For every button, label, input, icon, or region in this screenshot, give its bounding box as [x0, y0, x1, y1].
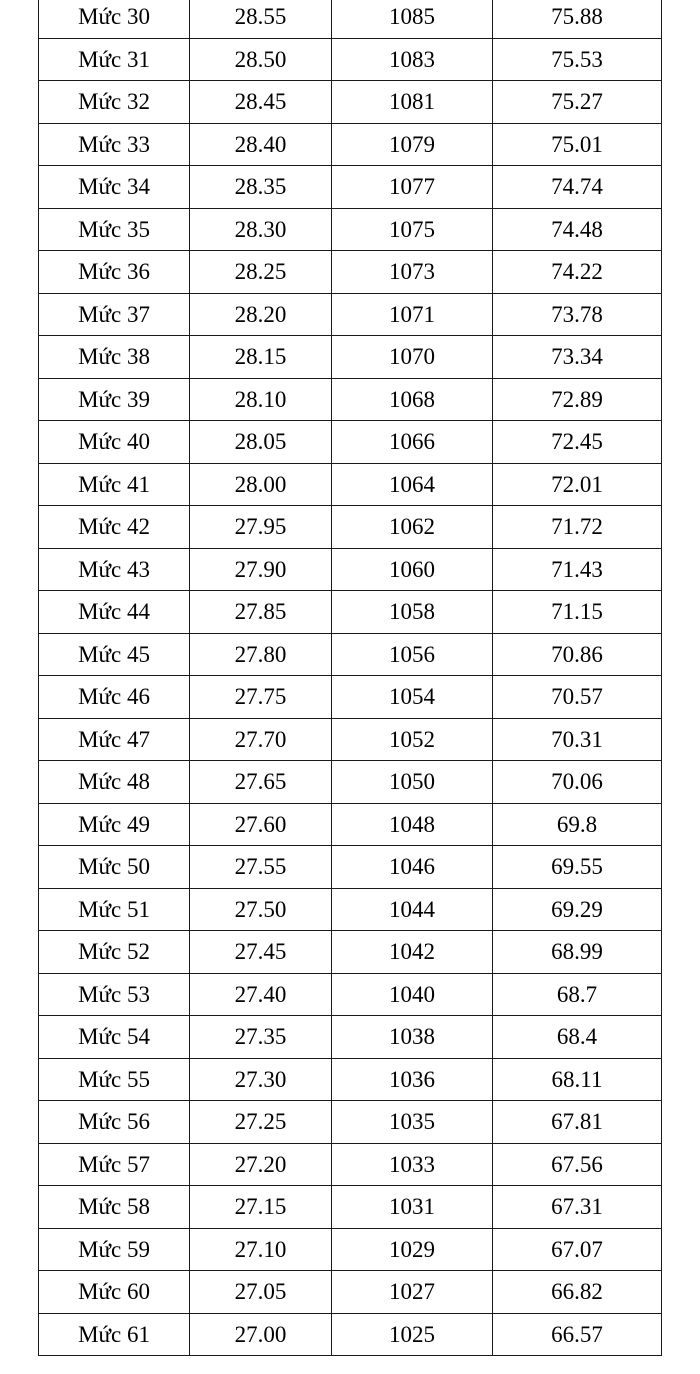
table-row	[39, 38, 662, 81]
value-c-cell: 75.53	[493, 38, 662, 81]
value-a-cell: 28.35	[190, 166, 332, 209]
value-b-cell: 1079	[332, 123, 493, 166]
value-b-cell: 1081	[332, 81, 493, 124]
value-c-cell: 74.22	[493, 251, 662, 294]
value-b-cell: 1029	[332, 1228, 493, 1271]
value-b-cell: 1070	[332, 336, 493, 379]
table-body	[39, 0, 662, 1356]
value-c-cell: 70.86	[493, 633, 662, 676]
table-row	[39, 421, 662, 464]
level-cell: Mức 42	[39, 506, 190, 549]
level-cell: Mức 50	[39, 846, 190, 889]
table-row	[39, 1228, 662, 1271]
level-cell: Mức 41	[39, 463, 190, 506]
value-b-cell: 1050	[332, 761, 493, 804]
value-c-cell: 69.29	[493, 888, 662, 931]
value-c-cell: 71.15	[493, 591, 662, 634]
value-c-cell: 72.01	[493, 463, 662, 506]
table-row	[39, 888, 662, 931]
value-a-cell: 28.50	[190, 38, 332, 81]
value-a-cell: 27.55	[190, 846, 332, 889]
value-a-cell: 28.00	[190, 463, 332, 506]
table-row	[39, 548, 662, 591]
value-c-cell: 71.72	[493, 506, 662, 549]
level-cell: Mức 57	[39, 1143, 190, 1186]
value-a-cell: 28.55	[190, 0, 332, 38]
table-row	[39, 1016, 662, 1059]
value-b-cell: 1031	[332, 1186, 493, 1229]
value-b-cell: 1048	[332, 803, 493, 846]
level-cell: Mức 43	[39, 548, 190, 591]
level-cell: Mức 60	[39, 1271, 190, 1314]
value-a-cell: 27.45	[190, 931, 332, 974]
value-a-cell: 28.40	[190, 123, 332, 166]
value-c-cell: 67.56	[493, 1143, 662, 1186]
value-b-cell: 1025	[332, 1313, 493, 1356]
value-c-cell: 67.07	[493, 1228, 662, 1271]
value-a-cell: 27.50	[190, 888, 332, 931]
value-c-cell: 70.06	[493, 761, 662, 804]
table-row	[39, 1058, 662, 1101]
value-a-cell: 27.00	[190, 1313, 332, 1356]
table-row	[39, 973, 662, 1016]
level-cell: Mức 44	[39, 591, 190, 634]
value-a-cell: 28.10	[190, 378, 332, 421]
table-row	[39, 761, 662, 804]
table-row	[39, 1271, 662, 1314]
value-c-cell: 66.57	[493, 1313, 662, 1356]
table-row	[39, 591, 662, 634]
table-row	[39, 506, 662, 549]
table-row	[39, 676, 662, 719]
table-row	[39, 378, 662, 421]
table-row	[39, 208, 662, 251]
value-b-cell: 1060	[332, 548, 493, 591]
level-cell: Mức 36	[39, 251, 190, 294]
value-a-cell: 27.35	[190, 1016, 332, 1059]
value-b-cell: 1042	[332, 931, 493, 974]
value-a-cell: 27.30	[190, 1058, 332, 1101]
value-c-cell: 68.99	[493, 931, 662, 974]
value-a-cell: 27.10	[190, 1228, 332, 1271]
value-b-cell: 1085	[332, 0, 493, 38]
value-a-cell: 28.15	[190, 336, 332, 379]
value-b-cell: 1046	[332, 846, 493, 889]
level-cell: Mức 33	[39, 123, 190, 166]
value-b-cell: 1077	[332, 166, 493, 209]
value-c-cell: 68.7	[493, 973, 662, 1016]
table-row	[39, 633, 662, 676]
value-b-cell: 1075	[332, 208, 493, 251]
level-cell: Mức 55	[39, 1058, 190, 1101]
value-b-cell: 1083	[332, 38, 493, 81]
value-a-cell: 27.40	[190, 973, 332, 1016]
value-b-cell: 1027	[332, 1271, 493, 1314]
table-row	[39, 1143, 662, 1186]
value-c-cell: 73.78	[493, 293, 662, 336]
value-b-cell: 1038	[332, 1016, 493, 1059]
level-cell: Mức 35	[39, 208, 190, 251]
value-c-cell: 72.89	[493, 378, 662, 421]
value-b-cell: 1073	[332, 251, 493, 294]
value-b-cell: 1071	[332, 293, 493, 336]
value-b-cell: 1062	[332, 506, 493, 549]
level-cell: Mức 58	[39, 1186, 190, 1229]
level-cell: Mức 61	[39, 1313, 190, 1356]
value-a-cell: 27.80	[190, 633, 332, 676]
level-cell: Mức 59	[39, 1228, 190, 1271]
value-c-cell: 73.34	[493, 336, 662, 379]
level-cell: Mức 31	[39, 38, 190, 81]
table-row	[39, 0, 662, 38]
level-cell: Mức 56	[39, 1101, 190, 1144]
value-c-cell: 67.81	[493, 1101, 662, 1144]
table-row	[39, 81, 662, 124]
value-a-cell: 27.05	[190, 1271, 332, 1314]
value-b-cell: 1036	[332, 1058, 493, 1101]
value-a-cell: 28.25	[190, 251, 332, 294]
level-cell: Mức 46	[39, 676, 190, 719]
level-cell: Mức 52	[39, 931, 190, 974]
table-row	[39, 803, 662, 846]
value-c-cell: 74.48	[493, 208, 662, 251]
score-table	[38, 0, 662, 1356]
value-a-cell: 27.25	[190, 1101, 332, 1144]
value-b-cell: 1033	[332, 1143, 493, 1186]
table-row	[39, 166, 662, 209]
value-a-cell: 27.75	[190, 676, 332, 719]
level-cell: Mức 47	[39, 718, 190, 761]
table-row	[39, 1101, 662, 1144]
value-c-cell: 69.55	[493, 846, 662, 889]
value-a-cell: 27.65	[190, 761, 332, 804]
level-cell: Mức 48	[39, 761, 190, 804]
value-c-cell: 75.27	[493, 81, 662, 124]
value-a-cell: 27.15	[190, 1186, 332, 1229]
value-c-cell: 68.11	[493, 1058, 662, 1101]
value-b-cell: 1064	[332, 463, 493, 506]
value-b-cell: 1040	[332, 973, 493, 1016]
level-cell: Mức 34	[39, 166, 190, 209]
table-row	[39, 336, 662, 379]
table-row	[39, 1313, 662, 1356]
value-c-cell: 75.01	[493, 123, 662, 166]
value-a-cell: 27.90	[190, 548, 332, 591]
value-b-cell: 1054	[332, 676, 493, 719]
value-b-cell: 1066	[332, 421, 493, 464]
value-a-cell: 27.95	[190, 506, 332, 549]
level-cell: Mức 32	[39, 81, 190, 124]
value-b-cell: 1052	[332, 718, 493, 761]
value-a-cell: 27.60	[190, 803, 332, 846]
level-cell: Mức 38	[39, 336, 190, 379]
value-a-cell: 27.85	[190, 591, 332, 634]
value-a-cell: 28.30	[190, 208, 332, 251]
value-c-cell: 67.31	[493, 1186, 662, 1229]
level-cell: Mức 45	[39, 633, 190, 676]
value-c-cell: 75.88	[493, 0, 662, 38]
level-cell: Mức 49	[39, 803, 190, 846]
level-cell: Mức 54	[39, 1016, 190, 1059]
value-b-cell: 1056	[332, 633, 493, 676]
level-cell: Mức 40	[39, 421, 190, 464]
value-b-cell: 1068	[332, 378, 493, 421]
value-c-cell: 69.8	[493, 803, 662, 846]
level-cell: Mức 51	[39, 888, 190, 931]
table-row	[39, 718, 662, 761]
table-row	[39, 846, 662, 889]
value-a-cell: 28.45	[190, 81, 332, 124]
value-b-cell: 1058	[332, 591, 493, 634]
table-row	[39, 251, 662, 294]
table-row	[39, 931, 662, 974]
level-cell: Mức 37	[39, 293, 190, 336]
table-row	[39, 293, 662, 336]
level-cell: Mức 39	[39, 378, 190, 421]
value-a-cell: 27.20	[190, 1143, 332, 1186]
level-cell: Mức 30	[39, 0, 190, 38]
value-c-cell: 72.45	[493, 421, 662, 464]
value-c-cell: 68.4	[493, 1016, 662, 1059]
table-row	[39, 1186, 662, 1229]
value-b-cell: 1035	[332, 1101, 493, 1144]
value-a-cell: 28.05	[190, 421, 332, 464]
value-c-cell: 70.57	[493, 676, 662, 719]
value-c-cell: 66.82	[493, 1271, 662, 1314]
table-row	[39, 463, 662, 506]
value-c-cell: 70.31	[493, 718, 662, 761]
value-c-cell: 71.43	[493, 548, 662, 591]
value-b-cell: 1044	[332, 888, 493, 931]
table-row	[39, 123, 662, 166]
value-c-cell: 74.74	[493, 166, 662, 209]
level-cell: Mức 53	[39, 973, 190, 1016]
value-a-cell: 27.70	[190, 718, 332, 761]
value-a-cell: 28.20	[190, 293, 332, 336]
